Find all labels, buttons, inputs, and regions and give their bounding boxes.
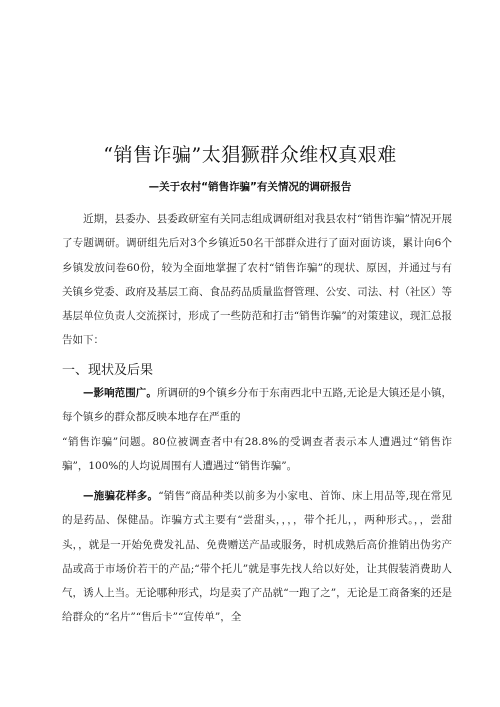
paragraph-scope-lead: —影响范围广。 <box>83 387 157 399</box>
intro-paragraph: 近期，县委办、县委政研室有关同志组成调研组对我县农村“销售诈骗”情况开展了专题调研。调研组先后对3个乡镇近50名干部群众进行了面对面访谈，累计向6个乡镇发放问卷60份，较为全面地掌握了农村“销售诈骗”的现状、原因，并通过与有关镇乡党委、政府及基层工商、食品药品质量监督管理、公安、司法、村（社区）等基层单位负责人交流探讨，形成了一些防范和打击“销售诈骗”的对策建议，现汇总报告如下： <box>62 213 452 347</box>
document-title: “销售诈骗”太猖獗群众维权真艰难 <box>103 144 397 166</box>
paragraph-scope-line2: “销售诈骗”问题。80位被调查者中有28.8%的受调查者表示本人遭遇过“销售诈骗”，100%的人均说周围有人遭遇过“销售诈骗”。 <box>62 435 452 472</box>
paragraph-methods-text: “销售”商品种类以前多为小家电、首饰、床上用品等,现在常见的是药品、保健品。诈骗方式主要有“尝甜头，，，，带个托儿，，两种形式。，，尝甜头，，就是一开始免费发礼品、免费赠送产品或服务，时机成熟后高价推销出伪劣产品或高于市场价若干的产品;“带个托儿”就是事先找人给以好处，让其假装消费助人气，诱人上当。无论哪种形式，均是卖了产品就“一跑了之”，无论是工商备案的还是给群众的“名片”“售后卡”“宣传单”，全 <box>62 490 452 624</box>
paragraph-scope <box>62 381 452 478</box>
paragraph-methods-lead: —施骗花样多。 <box>83 490 159 502</box>
section-heading: 一、现状及后果 <box>62 363 154 378</box>
paragraph-scope-line1 <box>62 381 452 430</box>
paragraph-scope-text1: 所调研的9个镇乡分布于东南西北中五路,无论是大镇还是小镇，每个镇乡的群众都反映本地存在严重的 <box>62 387 452 424</box>
document-subtitle: —关于农村“销售诈骗”有关情况的调研报告 <box>148 181 352 193</box>
paragraph-methods <box>62 484 452 630</box>
